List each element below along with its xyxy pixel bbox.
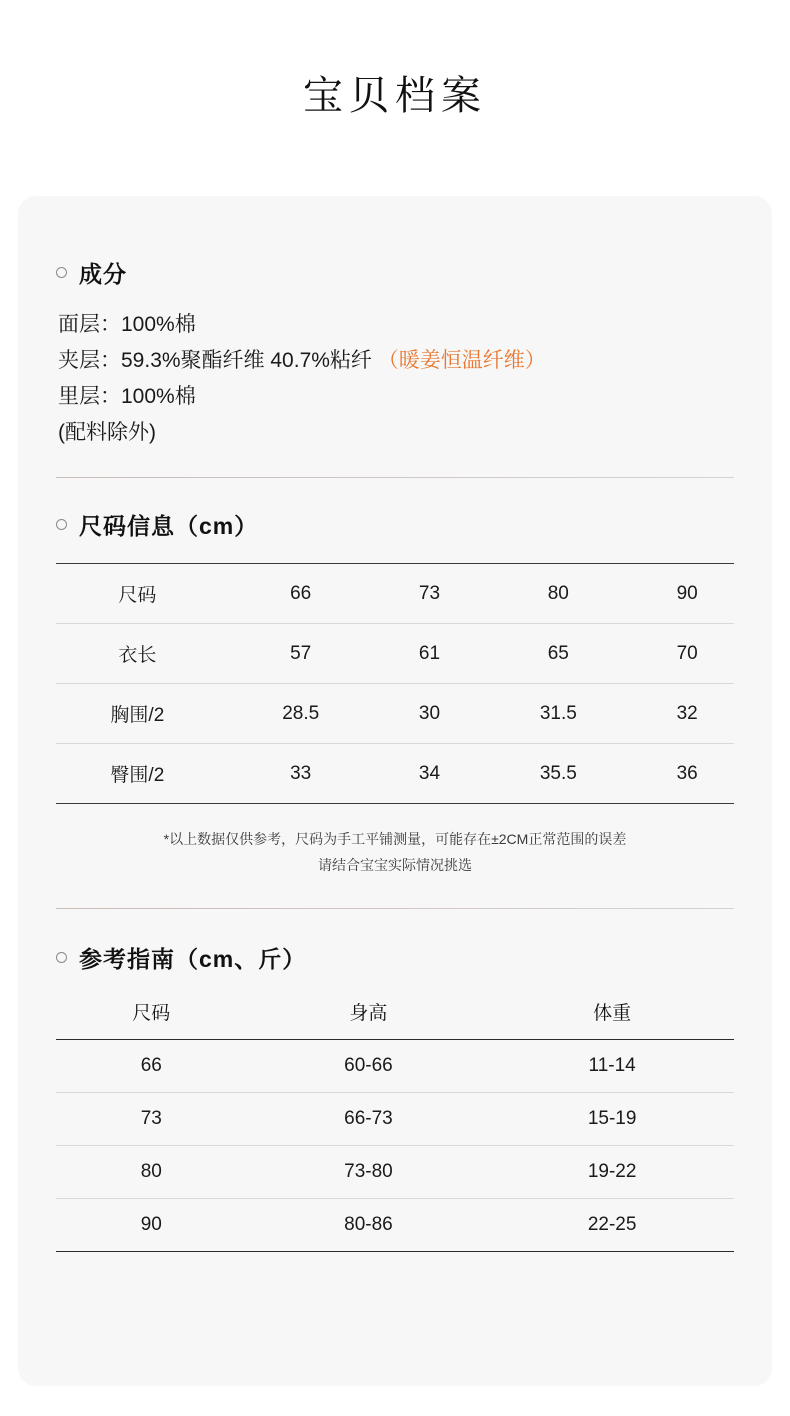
composition-line [58,343,734,379]
size-note [56,826,734,878]
cell: 57 [219,624,383,684]
cell: 90 [640,564,734,624]
circle-bullet-icon [56,267,67,278]
cell: 34 [383,744,477,804]
cell: 33 [219,744,383,804]
size-note-line-1: *以上数据仅供参考，尺码为手工平铺测量，可能存在±2CM正常范围的误差 [163,831,627,847]
cell: 11-14 [490,1040,734,1093]
guide-section [18,909,772,1252]
size-table-wrapper [56,563,734,804]
table-row [56,684,734,744]
composition-line-text: (配料除外) [58,421,156,444]
table-row [56,1040,734,1093]
cell: 90 [56,1199,247,1252]
guide-heading-row [56,941,734,974]
cell: 31.5 [476,684,640,744]
cell: 60-66 [247,1040,491,1093]
cell: 35.5 [476,744,640,804]
size-info-heading-row [56,508,734,541]
cell: 19-22 [490,1146,734,1199]
composition-line-highlight: （暖姜恒温纤维） [377,349,546,372]
column-header: 身高 [247,994,491,1040]
composition-section [18,196,772,451]
composition-line-text: 里层：100%棉 [58,385,196,408]
composition-line-text: 夹层：59.3%聚酯纤维 40.7%粘纤 [58,349,378,372]
size-note-line-2: 请结合宝宝实际情况挑选 [318,857,472,873]
column-header: 体重 [490,994,734,1040]
size-table [56,563,734,804]
composition-heading: 成分 [79,261,127,287]
cell: 80 [56,1146,247,1199]
composition-heading-row [56,256,734,289]
table-row [56,1093,734,1146]
cell: 61 [383,624,477,684]
cell: 66 [56,1040,247,1093]
cell: 22-25 [490,1199,734,1252]
composition-line [58,307,734,343]
cell: 73 [383,564,477,624]
table-row [56,1199,734,1252]
cell: 65 [476,624,640,684]
row-label: 尺码 [56,564,219,624]
cell: 28.5 [219,684,383,744]
cell: 66 [219,564,383,624]
row-label: 胸围/2 [56,684,219,744]
composition-line [58,415,734,451]
cell: 66-73 [247,1093,491,1146]
cell: 36 [640,744,734,804]
table-row [56,744,734,804]
cell: 32 [640,684,734,744]
guide-table [56,994,734,1252]
circle-bullet-icon [56,519,67,530]
cell: 80 [476,564,640,624]
guide-table-wrapper [56,994,734,1252]
table-header-row [56,994,734,1040]
row-label: 衣长 [56,624,219,684]
row-label: 臀围/2 [56,744,219,804]
cell: 70 [640,624,734,684]
spec-card [18,196,772,1386]
guide-heading: 参考指南（cm、斤） [79,946,307,972]
table-row [56,1146,734,1199]
column-header: 尺码 [56,994,247,1040]
composition-line [58,379,734,415]
cell: 80-86 [247,1199,491,1252]
cell: 73-80 [247,1146,491,1199]
table-row [56,624,734,684]
cell: 73 [56,1093,247,1146]
composition-list [56,307,734,451]
table-row [56,564,734,624]
composition-line-text: 面层：100%棉 [58,313,196,336]
size-info-section [18,478,772,878]
cell: 15-19 [490,1093,734,1146]
cell: 30 [383,684,477,744]
circle-bullet-icon [56,952,67,963]
page-title: 宝贝档案 [303,74,487,118]
size-info-heading: 尺码信息（cm） [79,513,259,539]
